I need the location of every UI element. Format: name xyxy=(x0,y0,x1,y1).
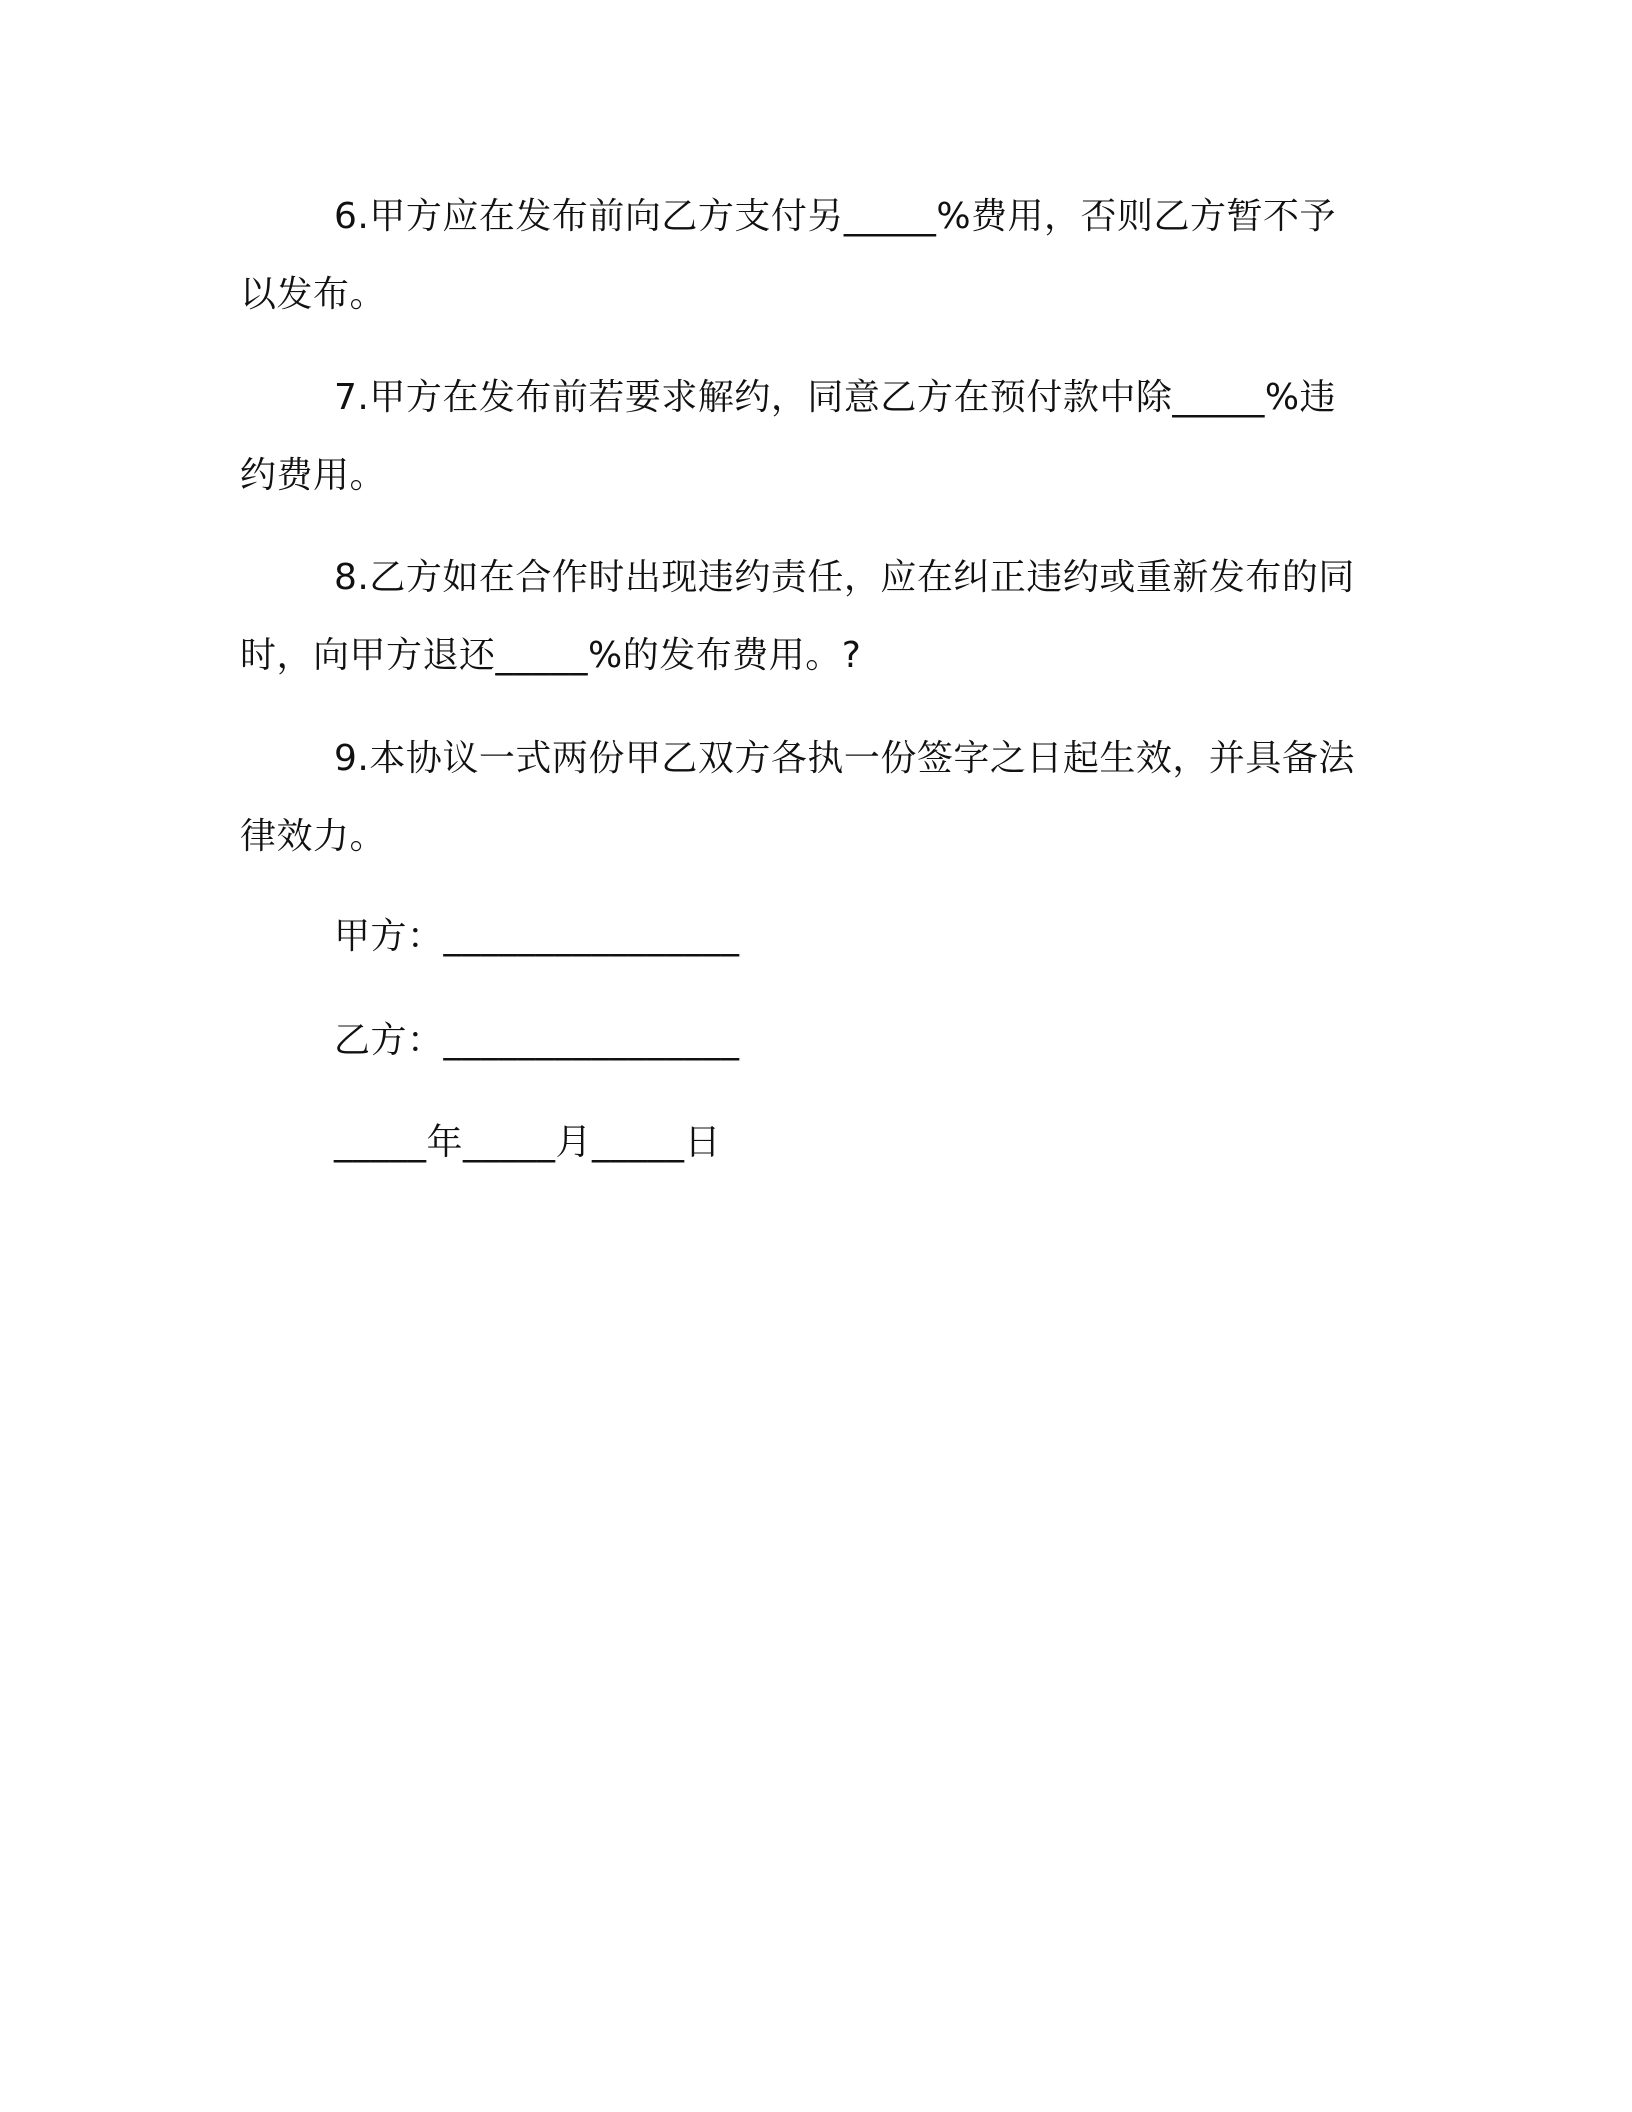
clause-9 xyxy=(240,720,1372,876)
clause-9-line-1: 9.本协议一式两份甲乙双方各执一份签字之日起生效，并具备法 xyxy=(334,738,1355,779)
clause-8 xyxy=(240,539,1372,695)
party-a-signature-line: 甲方：________________ xyxy=(334,916,740,957)
clause-6-line-2: 以发布。 xyxy=(240,274,387,315)
clause-6 xyxy=(240,178,1372,334)
clause-8-line-1: 8.乙方如在合作时出现违约责任，应在纠正违约或重新发布的同 xyxy=(334,557,1355,598)
date-line: _____年_____月_____日 xyxy=(334,1122,722,1163)
party-b-signature-line: 乙方：________________ xyxy=(334,1020,740,1061)
clause-7-line-2: 约费用。 xyxy=(240,455,387,496)
clause-7 xyxy=(240,359,1372,515)
clause-8-line-2: 时，向甲方退还_____%的发布费用。? xyxy=(240,635,862,676)
clause-9-line-2: 律效力。 xyxy=(240,816,387,857)
clause-6-line-1: 6.甲方应在发布前向乙方支付另_____%费用，否则乙方暂不予 xyxy=(334,196,1337,237)
clause-7-line-1: 7.甲方在发布前若要求解约，同意乙方在预付款中除_____%违 xyxy=(334,377,1337,418)
